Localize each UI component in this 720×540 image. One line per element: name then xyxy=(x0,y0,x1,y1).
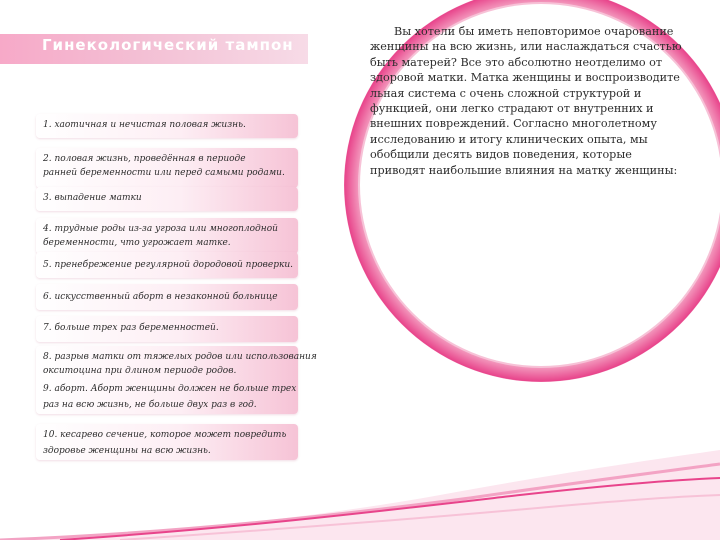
paragraph-line: функцией, они легко страдают от внутренних и xyxy=(370,102,654,116)
list-item-text: 4. трудные роды из-за угроза или многоплодной xyxy=(43,224,278,234)
paragraph-line: Вы хотели бы иметь неповторимое очарование xyxy=(394,25,674,38)
list-item-text: 7. больше трех раз беременностей. xyxy=(43,323,219,333)
list-item-text: 2. половая жизнь, проведённая в периоде xyxy=(43,154,246,164)
slide-title: Гинекологический тампон xyxy=(42,36,294,54)
list-item-text: 9. аборт. Аборт женщины должен не больше трех xyxy=(43,384,297,394)
list-item-text: 6. искусственный аборт в незаконной больнице xyxy=(43,292,278,302)
list-item-text: окситоцина при длином периоде родов. xyxy=(43,366,237,376)
list-item-text: 8. разрыв матки от тяжелых родов или использования xyxy=(43,352,317,362)
list-item-text: раз на всю жизнь, не больше двух раз в год. xyxy=(43,400,257,410)
paragraph-line: льная система с очень сложной структурой и xyxy=(370,86,642,100)
paragraph-line: женщины на всю жизнь, или наслаждаться счастью xyxy=(370,40,682,54)
paragraph-line: быть матерей? Все это абсолютно неотделимо от xyxy=(370,55,663,69)
list-item-text: здоровье женщины на всю жизнь. xyxy=(43,446,211,456)
list-item-text: беременности, что угрожает матке. xyxy=(43,238,231,248)
paragraph-line: внешних повреждений. Согласно многолетному xyxy=(370,117,657,131)
paragraph-line: здоровой матки. Матка женщины и воспроизводите xyxy=(370,71,680,85)
list-item-text: 5. пренебрежение регулярной дородовой проверки. xyxy=(43,260,294,270)
list-item-text: 10. кесарево сечение, которое может повредить xyxy=(43,430,287,440)
paragraph-line: исследованию и итогу клинических опыта, мы xyxy=(370,132,648,146)
paragraph-line: обобщили десять видов поведения, которые xyxy=(370,148,632,162)
list-item-text: 1. хаотичная и нечистая половая жизнь. xyxy=(43,120,246,130)
intro-paragraph xyxy=(370,24,712,178)
paragraph-line: приводят наибольшие влияния на матку женщины: xyxy=(370,163,678,177)
list-item-text: ранней беременности или перед самыми родами. xyxy=(43,168,285,178)
list-item-text: 3. выпадение матки xyxy=(43,193,142,203)
